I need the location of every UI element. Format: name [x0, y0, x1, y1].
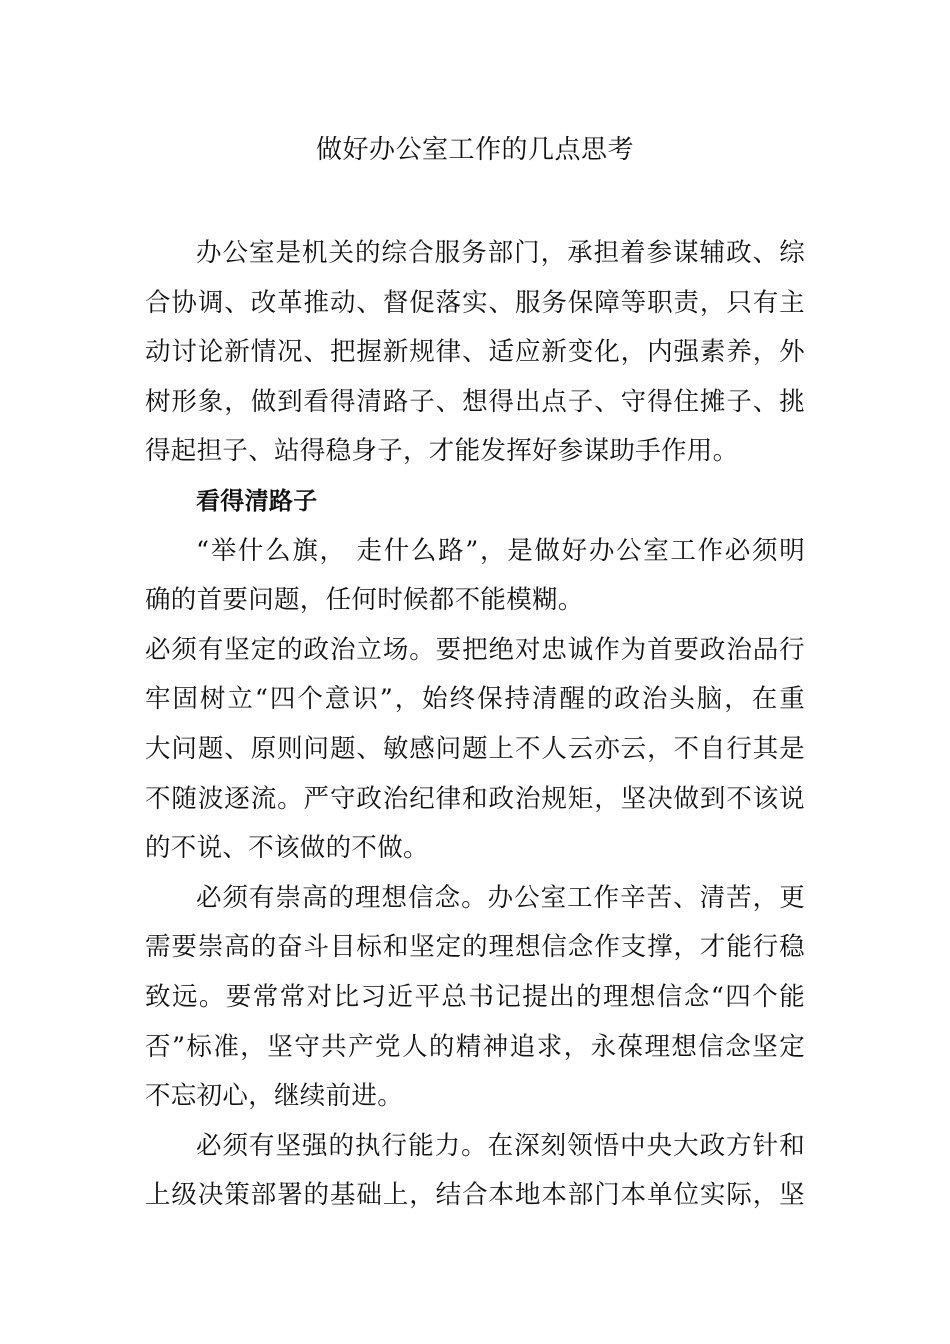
paragraph-line: “举什么旗， 走什么路”，是做好办公室工作必须明 [196, 535, 805, 566]
document-title: 做好办公室工作的几点思考 [315, 135, 634, 165]
paragraph-line: 大问题、原则问题、敏感问题上不人云亦云，不自行其是 [145, 733, 805, 764]
paragraph-line: 牢固树立“四个意识”，始终保持清醒的政治头脑，在重 [145, 684, 805, 715]
paragraph-line: 必须有崇高的理想信念。办公室工作辛苦、清苦，更 [196, 882, 805, 913]
paragraph-line: 树形象，做到看得清路子、想得出点子、守得住摊子、挑 [145, 386, 805, 417]
document-body [145, 229, 805, 1221]
paragraph-line: 合协调、改革推动、督促落实、服务保障等职责，只有主 [145, 287, 805, 318]
paragraph-line: 动讨论新情况、把握新规律、适应新变化，内强素养，外 [145, 337, 805, 368]
paragraph-line: 必须有坚强的执行能力。在深刻领悟中央大政方针和 [196, 1130, 805, 1161]
paragraph-line: 上级决策部署的基础上，结合本地本部门本单位实际，坚 [145, 1180, 805, 1211]
paragraph-line: 办公室是机关的综合服务部门，承担着参谋辅政、综 [196, 238, 805, 268]
paragraph-line: 致远。要常常对比习近平总书记提出的理想信念“四个能 [145, 981, 805, 1012]
paragraph-line: 得起担子、站得稳身子，才能发挥好参谋助手作用。 [145, 436, 739, 467]
paragraph-line: 确的首要问题，任何时候都不能模糊。 [145, 585, 584, 616]
section-heading: 看得清路子 [196, 486, 318, 515]
paragraph-line: 否”标准，坚守共产党人的精神追求，永葆理想信念坚定 [145, 1031, 805, 1062]
paragraph-line: 不忘初心，继续前进。 [145, 1081, 404, 1112]
paragraph-line: 需要崇高的奋斗目标和坚定的理想信念作支撑，才能行稳 [145, 932, 805, 963]
paragraph-line: 不随波逐流。严守政治纪律和政治规矩，坚决做到不该说 [145, 783, 805, 814]
paragraph-line: 的不说、不该做的不做。 [145, 833, 429, 864]
paragraph-line: 必须有坚定的政治立场。要把绝对忠诚作为首要政治品行 [145, 634, 805, 665]
